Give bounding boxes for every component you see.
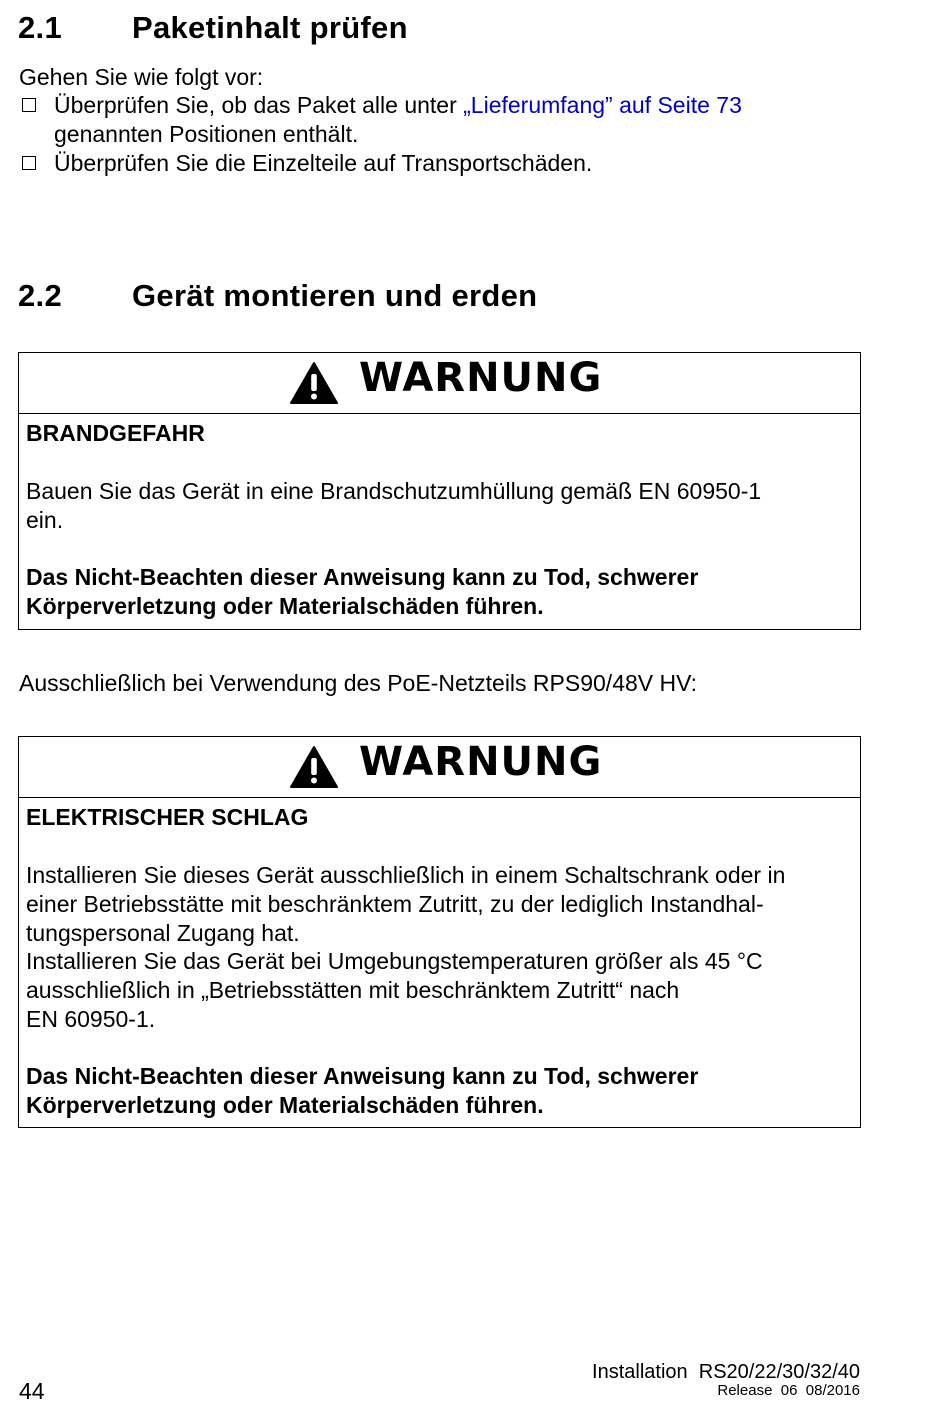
warning-body-line: Installieren Sie dieses Gerät ausschließlich in einem Schaltschrank oder in [26, 862, 786, 888]
page-number: 44 [19, 1378, 45, 1404]
warning-body-line: Bauen Sie das Gerät in eine Brandschutzumhüllung gemäß EN 60950-1 [26, 478, 762, 504]
checklist-item-text: Überprüfen Sie die Einzelteile auf Transportschäden. [54, 150, 593, 176]
warning-consequence-line: Das Nicht-Beachten dieser Anweisung kann zu Tod, schwerer [26, 564, 699, 590]
warning-triangle-icon [289, 361, 339, 405]
warning-body-line: einer Betriebsstätte mit beschränktem Zutritt, zu der lediglich Instandhal- [26, 891, 764, 917]
footer-doc-title: Installation RS20/22/30/32/40 [592, 1361, 860, 1383]
section-title: Paketinhalt prüfen [132, 10, 408, 45]
checklist-item-continuation: genannten Positionen enthält. [54, 121, 359, 147]
warning-body-line: ausschließlich in „Betriebsstätten mit beschränktem Zutritt“ nach [26, 977, 680, 1003]
section-heading-2-2 [18, 278, 718, 314]
warning-consequence-line: Körperverletzung oder Materialschäden führen. [26, 593, 544, 619]
lieferumfang-link[interactable]: „Lieferumfang” auf Seite 73 [463, 92, 742, 118]
checklist-item [19, 149, 899, 178]
footer-release: Release 06 08/2016 [717, 1382, 860, 1399]
section-heading-2-1 [18, 10, 718, 46]
warning-body-line: tungspersonal Zugang hat. [26, 920, 300, 946]
checklist-item [19, 91, 899, 149]
warning-header [19, 353, 860, 414]
warning-consequence-line: Körperverletzung oder Materialschäden führen. [26, 1092, 544, 1118]
warning-body-line: ein. [26, 507, 64, 533]
checkbox-icon [22, 98, 36, 112]
section-number: 2.1 [18, 10, 62, 45]
warning-body-line: EN 60950-1. [26, 1006, 156, 1032]
warning-consequence-line: Das Nicht-Beachten dieser Anweisung kann zu Tod, schwerer [26, 1063, 699, 1089]
warning-body-line: Installieren Sie das Gerät bei Umgebungstemperaturen größer als 45 °C [26, 948, 763, 974]
warning-triangle-icon [289, 745, 339, 789]
checkbox-icon [22, 156, 36, 170]
intro-text: Gehen Sie wie folgt vor: [19, 64, 264, 90]
section-title: Gerät montieren und erden [132, 278, 538, 313]
warning-box-electric-shock [18, 736, 861, 1128]
checklist-item-text: Überprüfen Sie, ob das Paket alle unter [54, 92, 464, 118]
warning-header [19, 737, 860, 798]
warning-box-fire [18, 352, 861, 630]
warning-heading: ELEKTRISCHER SCHLAG [26, 804, 309, 830]
section-number: 2.2 [18, 278, 62, 313]
warning-heading: BRANDGEFAHR [26, 420, 205, 446]
intermediate-text: Ausschließlich bei Verwendung des PoE-Netzteils RPS90/48V HV: [19, 670, 697, 696]
warning-title: WARNUNG [359, 739, 603, 785]
warning-title: WARNUNG [359, 355, 603, 401]
